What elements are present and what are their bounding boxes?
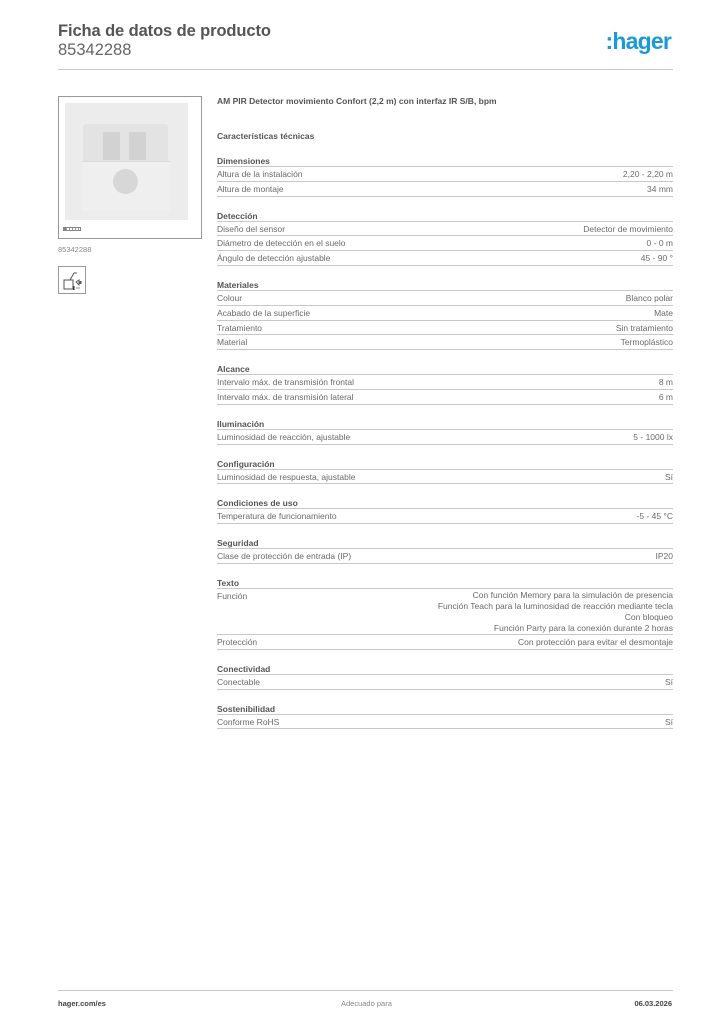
page-title: Ficha de datos de producto bbox=[58, 22, 271, 40]
spec-value: 0 - 0 m bbox=[646, 238, 673, 249]
spec-value: 8 m bbox=[658, 377, 673, 388]
spec-row bbox=[217, 167, 673, 182]
section-alcance bbox=[217, 363, 673, 405]
spec-value: Función Teach para la luminosidad de reacción mediante tecla bbox=[437, 600, 673, 611]
spec-label: Intervalo máx. de transmisión frontal bbox=[217, 377, 355, 388]
spec-row bbox=[217, 182, 673, 197]
section-title: Dimensiones bbox=[217, 155, 673, 167]
footer-date: 06.03.2026 bbox=[634, 999, 672, 1008]
spec-value: Detector de movimiento bbox=[583, 223, 673, 234]
spec-label: Luminosidad de reacción, ajustable bbox=[217, 431, 351, 442]
product-name: AM PIR Detector movimiento Confort (2,2 m) con interfaz IR S/B, bpm bbox=[217, 96, 497, 106]
spec-label: Clase de protección de entrada (IP) bbox=[217, 551, 352, 562]
spec-content bbox=[217, 96, 673, 729]
spec-row bbox=[217, 251, 673, 266]
surface-mount-icon bbox=[58, 266, 86, 294]
spec-value: -5 - 45 °C bbox=[636, 511, 673, 522]
spec-value: IP20 bbox=[655, 551, 673, 562]
spec-row bbox=[217, 430, 673, 445]
spec-row bbox=[217, 321, 673, 336]
spec-label: Altura de montaje bbox=[217, 183, 284, 194]
spec-label: Tratamiento bbox=[217, 322, 263, 333]
spec-value: Termoplástico bbox=[620, 337, 673, 348]
spec-row bbox=[217, 715, 673, 730]
section-deteccion bbox=[217, 210, 673, 266]
product-number: 85342288 bbox=[58, 41, 132, 59]
section-conectividad bbox=[217, 663, 673, 690]
spec-label: Colour bbox=[217, 292, 243, 303]
spec-label: Protección bbox=[217, 636, 258, 647]
section-materiales bbox=[217, 279, 673, 350]
section-configuracion bbox=[217, 458, 673, 485]
spec-value: Sí bbox=[664, 471, 673, 482]
left-panel bbox=[58, 96, 203, 294]
footer-website-link[interactable]: hager.com/es bbox=[58, 999, 106, 1008]
section-title: Sostenibilidad bbox=[217, 703, 673, 715]
characteristics-title: Características técnicas bbox=[217, 131, 315, 141]
spec-value: 5 - 1000 lx bbox=[633, 431, 673, 442]
spec-label: Función bbox=[217, 590, 248, 601]
header-divider bbox=[58, 69, 673, 70]
spec-label: Intervalo máx. de transmisión lateral bbox=[217, 391, 354, 402]
spec-value: 34 mm bbox=[647, 183, 673, 194]
section-title: Seguridad bbox=[217, 537, 673, 549]
page-header bbox=[58, 22, 673, 70]
spec-value: Sí bbox=[664, 716, 673, 727]
spec-label: Material bbox=[217, 337, 248, 348]
spec-value: Sin tratamiento bbox=[615, 322, 673, 333]
spec-row bbox=[217, 470, 673, 485]
section-title: Conectividad bbox=[217, 663, 673, 675]
section-title: Texto bbox=[217, 577, 673, 589]
spec-row bbox=[217, 675, 673, 690]
spec-label: Conectable bbox=[217, 676, 261, 687]
section-title: Alcance bbox=[217, 363, 673, 375]
spec-value: Sí bbox=[664, 676, 673, 687]
section-seguridad bbox=[217, 537, 673, 564]
spec-row bbox=[217, 390, 673, 405]
spec-label: Diámetro de detección en el suelo bbox=[217, 238, 346, 249]
section-sostenibilidad bbox=[217, 703, 673, 730]
spec-value: 2,20 - 2,20 m bbox=[622, 169, 673, 179]
section-condiciones-de-uso bbox=[217, 497, 673, 524]
spec-row bbox=[217, 635, 673, 650]
section-title: Configuración bbox=[217, 458, 673, 470]
footer-divider bbox=[58, 990, 673, 991]
spec-label: Acabado de la superficie bbox=[217, 307, 311, 318]
spec-value: Blanco polar bbox=[625, 292, 673, 303]
section-texto bbox=[217, 577, 673, 650]
spec-row bbox=[217, 306, 673, 321]
spec-label: Conforme RoHS bbox=[217, 716, 280, 727]
spec-label: Altura de la instalación bbox=[217, 169, 303, 179]
spec-value: Con bloqueo bbox=[624, 611, 673, 622]
spec-value: Con protección para evitar el desmontaje bbox=[518, 636, 673, 647]
spec-row bbox=[217, 291, 673, 306]
product-image bbox=[58, 96, 202, 239]
section-title: Materiales bbox=[217, 279, 673, 291]
spec-row bbox=[217, 236, 673, 251]
section-title: Detección bbox=[217, 210, 673, 222]
spec-label: Ángulo de detección ajustable bbox=[217, 253, 331, 264]
spec-row bbox=[217, 509, 673, 524]
spec-label: Luminosidad de respuesta, ajustable bbox=[217, 471, 356, 482]
spec-row bbox=[217, 549, 673, 564]
image-reference: 85342288 bbox=[58, 245, 92, 254]
sensor-cover bbox=[82, 161, 170, 211]
section-title: Condiciones de uso bbox=[217, 497, 673, 509]
spec-label: Temperatura de funcionamiento bbox=[217, 511, 337, 522]
section-iluminacion bbox=[217, 418, 673, 445]
spec-label: Diseño del sensor bbox=[217, 223, 286, 234]
hager-logo: :hager bbox=[605, 28, 671, 54]
spec-value: Con función Memory para la simulación de presencia bbox=[472, 589, 673, 600]
footer-suitable-for: Adecuado para bbox=[341, 999, 392, 1008]
spec-value: Función Party para la conexión durante 2 horas bbox=[493, 622, 673, 633]
spec-row bbox=[217, 335, 673, 350]
ir-receiver bbox=[113, 169, 138, 194]
section-title: Iluminación bbox=[217, 418, 673, 430]
spec-value: 45 - 90 ° bbox=[640, 253, 673, 264]
sensor-lens-housing bbox=[83, 124, 168, 166]
scale-ruler-icon bbox=[63, 227, 81, 231]
spec-row bbox=[217, 589, 673, 635]
spec-row bbox=[217, 222, 673, 237]
spec-value: Mate bbox=[654, 307, 673, 318]
section-dimensiones bbox=[217, 155, 673, 197]
spec-row bbox=[217, 375, 673, 390]
spec-value-list bbox=[438, 590, 673, 634]
spec-value: 6 m bbox=[658, 391, 673, 402]
